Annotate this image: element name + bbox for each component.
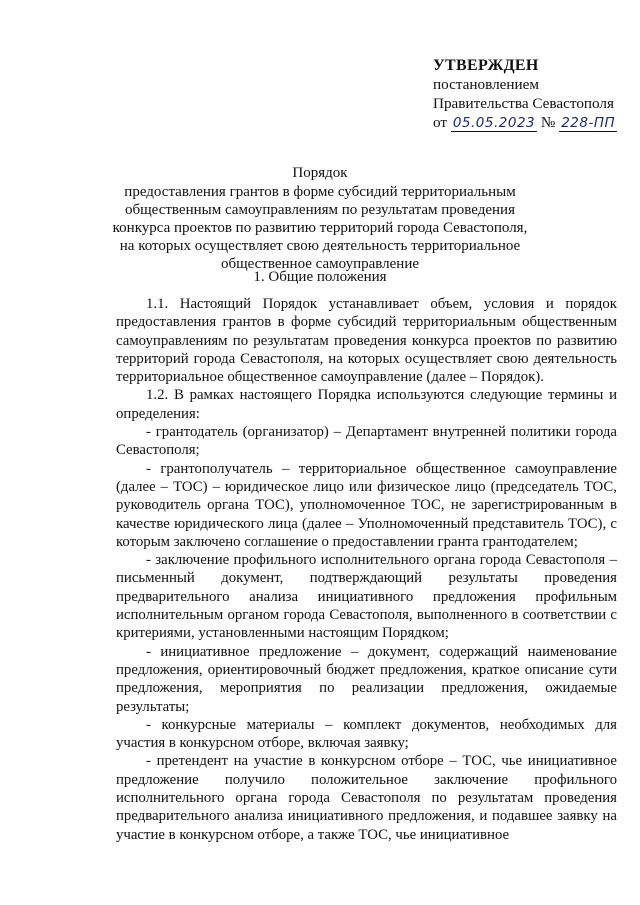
paragraph: - заключение профильного исполнительного органа города Севастополя – письменный документ, подтверждающий результаты проведения предварительного анализа инициативного предложения профильным исполнительным органом города Севастополя, выполненного в соответствии с критериями, установленными настоящим Порядком; — [116, 552, 617, 642]
approval-title: УТВЕРЖДЕН — [433, 57, 539, 74]
date-prefix: от — [433, 114, 448, 131]
paragraph: - грантодатель (организатор) – Департамент внутренней политики города Севастополя; — [116, 424, 617, 459]
document-subtitle: предоставления грантов в форме субсидий территориальным общественным самоуправлениям по результатам проведения конкурса проектов по развитию территорий города Севастополя, на которых осуществляет свою деятельность территориальное общественное самоуправление — [112, 184, 528, 272]
paragraph: - инициативное предложение – документ, содержащий наименование предложения, ориентировочный бюджет предложения, краткое описание сути предложения, мероприятия по реализации предложения, ожидаемые результаты; — [116, 643, 617, 715]
approval-number: 228-ПП — [561, 115, 616, 131]
document-name: Порядок — [292, 165, 348, 181]
approval-line-1: постановлением — [433, 76, 540, 93]
number-prefix: № — [540, 114, 556, 131]
paragraph: - конкурсные материалы – комплект документов, необходимых для участия в конкурсном отборе, включая заявку; — [116, 716, 617, 752]
paragraph: 1.1. Настоящий Порядок устанавливает объем, условия и порядок предоставления грантов в форме субсидий территориальным общественным самоуправлениям по результатам проведения конкурса проектов по развитию территорий города Севастополя, на которых осуществляет свою деятельность территориальное общественное самоуправление (далее – Порядок). — [116, 296, 617, 386]
paragraph: - претендент на участие в конкурсном отборе – ТОС, чье инициативное предложение получило положительное заключение профильного исполнительного органа города Севастополя по результатам проведения предварительного анализа инициативного предложения, и подавшее заявку на участие в конкурсном отборе, а также ТОС, чье инициативное — [116, 753, 617, 843]
approval-stamp — [433, 56, 617, 132]
document-body — [116, 295, 617, 844]
document-heading — [110, 164, 530, 273]
approval-date: 05.05.2023 — [452, 115, 536, 131]
paragraph: 1.2. В рамках настоящего Порядка используются следующие термины и определения: — [116, 387, 617, 422]
approval-line-2: Правительства Севастополя — [433, 95, 614, 112]
approval-date-line — [433, 113, 617, 132]
section-title: 1. Общие положения — [253, 269, 387, 285]
paragraph: - грантополучатель – территориальное общественное самоуправление (далее – ТОС) – юридическое лицо или физическое лицо (председатель ТОС, руководитель органа ТОС), уполномоченное ТОС, не зарегистрированным в качестве юридического лица (далее – Уполномоченный представитель ТОС), с которым заключено соглашение о предоставлении гранта грантодателем; — [116, 460, 617, 550]
